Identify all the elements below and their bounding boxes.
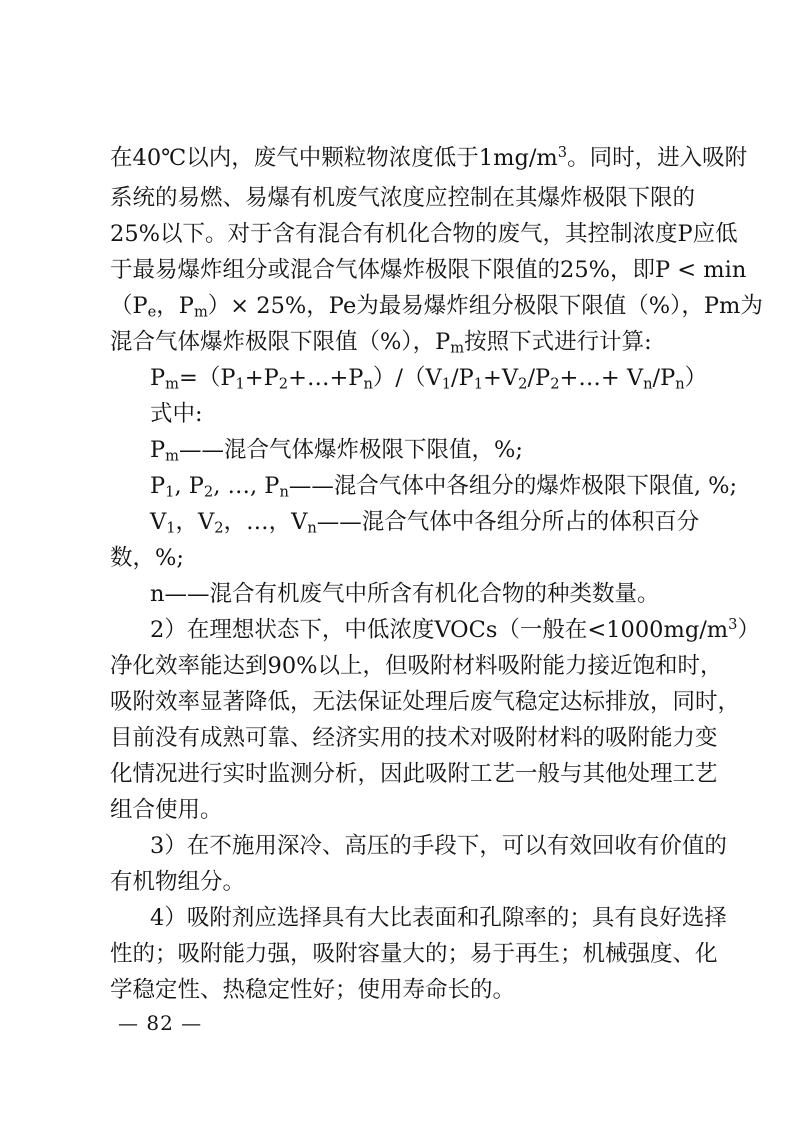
paragraph-3-line: 3）在不施用深冷、高压的手段下，可以有效回收有价值的 xyxy=(150,833,727,859)
definition-v-continued: 数，%; xyxy=(110,545,184,571)
paragraph-2-line: 2）在理想状态下，中低浓度VOCs（一般在$<1000mg/m^3$） xyxy=(150,615,760,643)
definition-n: n——混合有机废气中所含有机化合物的种类数量。 xyxy=(150,581,660,607)
definition-v: $V_1$，$V_2$，…，$V_n——$混合气体中各组分所占的体积百分 xyxy=(150,509,700,537)
paragraph-4-line: 学稳定性、热稳定性好；使用寿命长的。 xyxy=(110,977,516,1003)
text-line: 系统的易燃、易爆有机废气浓度应控制在其爆炸极限下限的 xyxy=(110,185,696,211)
definition-pm: $P_m——$混合气体爆炸极限下限值，%; xyxy=(150,437,523,465)
definition-p: $P_1$, $P_2$, …, $P_n——$混合气体中各组分的爆炸极限下限值, %; xyxy=(150,473,738,501)
paragraph-2-line: 组合使用。 xyxy=(110,797,223,823)
paragraph-3-line: 有机物组分。 xyxy=(110,869,246,895)
paragraph-2-line: 净化效率能达到90%以上，但吸附材料吸附能力接近饱和时， xyxy=(110,653,723,679)
page-number: — 82 — xyxy=(118,1011,203,1035)
text-line: 混合气体爆炸极限下限值（%），$P_m$按照下式进行计算: xyxy=(110,329,652,357)
text-line: 25%以下。对于含有混合有机化合物的废气，其控制浓度P应低 xyxy=(110,221,738,247)
text-line: 于最易爆炸组分或混合气体爆炸极限下限值的25%，即P < min xyxy=(110,257,747,283)
formula-line: $P_m=(P_1+P_2+\dots+P_n)/(V_1/P_1+V_2/P_2+\dots+ V_n/P_n)$ xyxy=(150,365,708,393)
paragraph-4-line: 性的；吸附能力强，吸附容量大的；易于再生；机械强度、化 xyxy=(110,941,718,967)
paragraph-4-line: 4）吸附剂应选择具有大比表面和孔隙率的；具有良好选择 xyxy=(150,905,727,931)
text-line: （$P_e$，$P_m)\times 25\%$，Pe为最易爆炸组分极限下限值（%），Pm为 xyxy=(110,293,763,321)
where-label: 式中: xyxy=(150,401,203,427)
paragraph-2-line: 目前没有成熟可靠、经济实用的技术对吸附材料的吸附能力变 xyxy=(110,725,718,751)
paragraph-2-line: 吸附效率显著降低，无法保证处理后废气稳定达标排放，同时， xyxy=(110,689,741,715)
text-line: 在40℃以内，废气中颗粒物浓度低于$1mg/m^3$。同时，进入吸附 xyxy=(110,143,748,171)
paragraph-2-line: 化情况进行实时监测分析，因此吸附工艺一般与其他处理工艺 xyxy=(110,761,718,787)
